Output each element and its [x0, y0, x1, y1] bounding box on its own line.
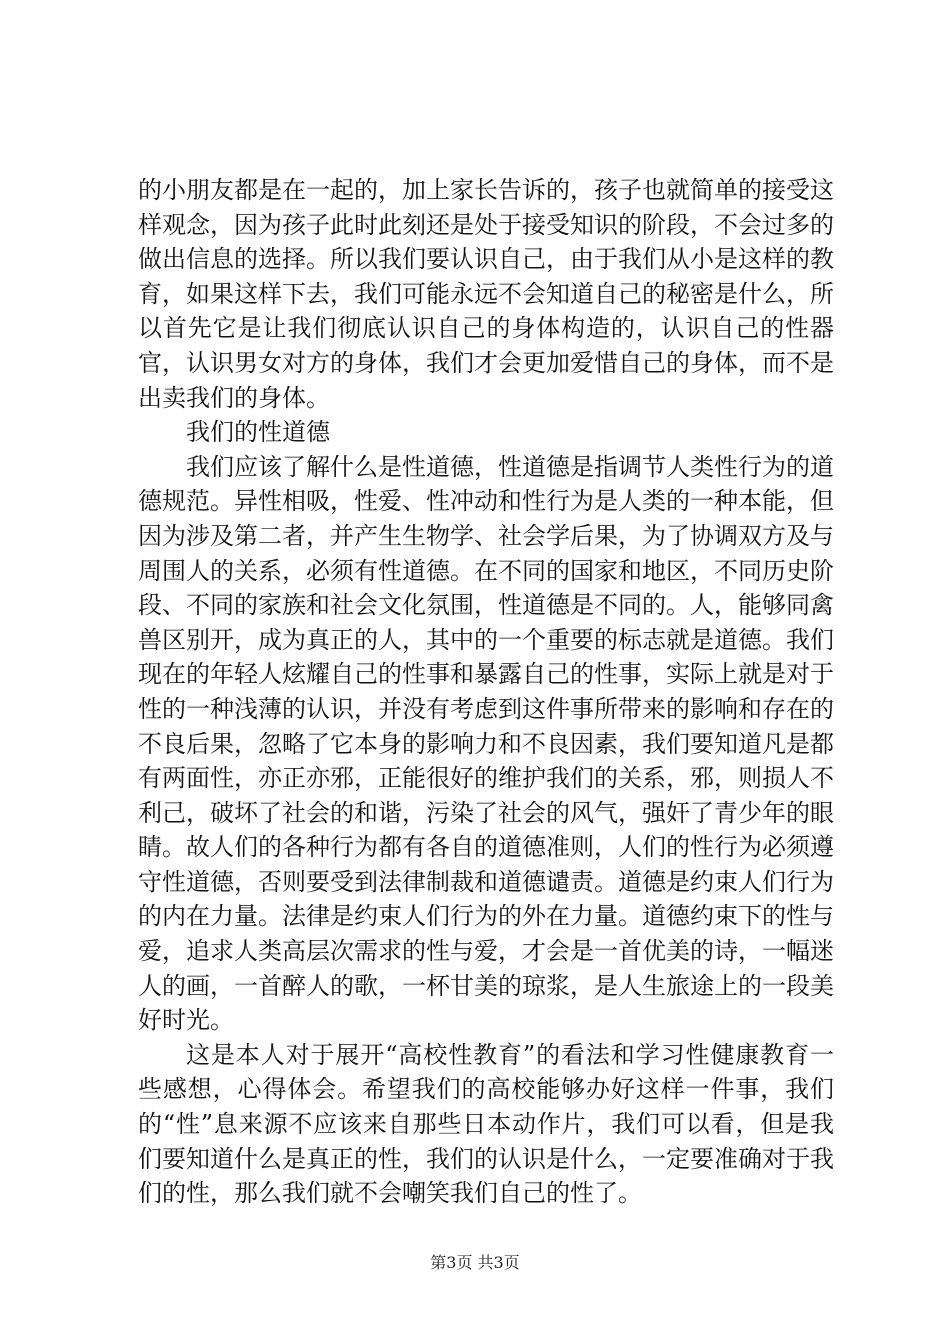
paragraph-continued: 的小朋友都是在一起的，加上家长告诉的，孩子也就简单的接受这样观念，因为孩子此时此刻还是处于接受知识的阶段，不会过多的做出信息的选择。所以我们要认识自己，由于我们从小是这样的教育，如果这样下去，我们可能永远不会知道自己的秘密是什么，所以首先它是让我们彻底认识自己的身体构造的，认识自己的性器官，认识男女对方的身体，我们才会更加爱惜自己的身体，而不是出卖我们的身体。 [138, 176, 834, 412]
page-number-footer: 第3页 共3页 [430, 1253, 520, 1272]
document-body [138, 173, 834, 1211]
section-heading-sexual-morality: 我们的性道德 [186, 418, 330, 447]
paragraph-sexual-morality: 我们应该了解什么是性道德，性道德是指调节人类性行为的道德规范。异性相吸，性爱、性冲动和性行为是人类的一种本能，但因为涉及第二者，并产生生物学、社会学后果，为了协调双方及与周围人的关系，必须有性道德。在不同的国家和地区，不同历史阶段、不同的家族和社会文化氛围，性道德是不同的。人，能够同禽兽区别开，成为真正的人，其中的一个重要的标志就是道德。我们现在的年轻人炫耀自己的性事和暴露自己的性事，实际上就是对于性的一种浅薄的认识，并没有考虑到这件事所带来的影响和存在的不良后果，忽略了它本身的影响力和不良因素，我们要知道凡是都有两面性，亦正亦邪，正能很好的维护我们的关系，邪，则损人不利己，破坏了社会的和谐，污染了社会的风气，强奸了青少年的眼睛。故人们的各种行为都有各自的道德准则，人们的性行为必须遵守性道德，否则要受到法律制裁和道德谴责。道德是约束人们行为的内在力量。法律是约束人们行为的外在力量。道德约束下的性与爱，追求人类高层次需求的性与爱，才会是一首优美的诗，一幅迷人的画，一首醉人的歌，一杯甘美的琼浆，是人生旅途上的一段美好时光。 [138, 452, 834, 1035]
paragraph-conclusion: 这是本人对于展开“高校性教育”的看法和学习性健康教育一些感想，心得体会。希望我们的高校能够办好这样一件事，我们的“性”息来源不应该来自那些日本动作片，我们可以看，但是我们要知道什么是真正的性，我们的认识是什么，一定要准确对于我们的性，那么我们就不会嘲笑我们自己的性了。 [138, 1040, 834, 1208]
